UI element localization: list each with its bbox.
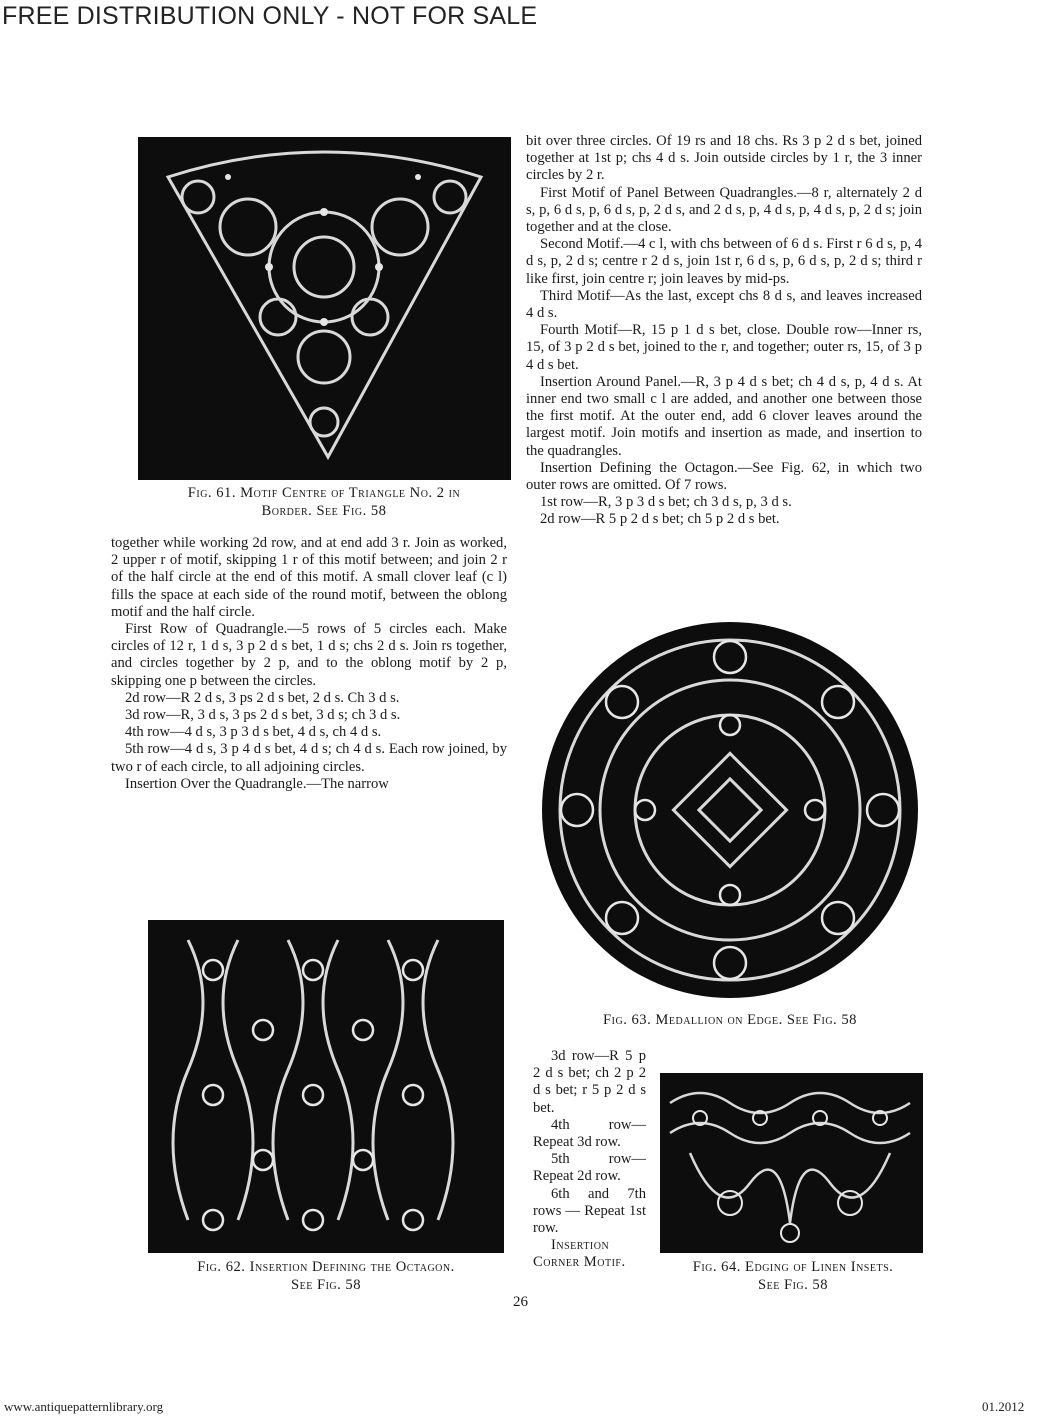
figure-64-image: [660, 1073, 923, 1253]
figure-63-caption: [530, 1011, 930, 1029]
figure-64-caption: [652, 1258, 934, 1294]
figure-62-caption-line-2: See Fig. 58: [290, 1277, 362, 1293]
right-paragraph: Insertion Around Panel.—R, 3 p 4 d s bet; ch 4 d s, p, 4 d s. At inner end two small c l are added, and another one between those the first motif. At the outer end, add 6 clover leaves around the largest motif. Join motifs and insertion as made, and insertion to the quadrangles.: [526, 373, 922, 459]
left-paragraph: 2d row—R 2 d s, 3 ps 2 d s bet, 2 d s. Ch 3 d s.: [125, 689, 400, 706]
right-paragraph: Third Motif—As the last, except chs 8 d s, and leaves increased 4 d s.: [526, 287, 922, 322]
figure-64-caption-line-2: See Fig. 58: [757, 1277, 829, 1293]
footer-date: 01.2012: [982, 1399, 1025, 1414]
figure-63-caption-line: Fig. 63. Medallion on Edge. See Fig. 58: [603, 1012, 857, 1028]
figure-62-caption: [130, 1258, 522, 1294]
figure-61-caption-line-2: Border. See Fig. 58: [261, 503, 387, 519]
narrow-paragraph: Insertion Corner Motif.: [533, 1237, 626, 1271]
tatting-insertion-illustration: [148, 920, 504, 1253]
page-number: 26: [513, 1294, 528, 1310]
left-paragraph: 3d row—R, 3 d s, 3 ps 2 d s bet, 3 d s; ch 3 d s.: [125, 707, 401, 724]
right-paragraph: Second Motif.—4 c l, with chs between of 6 d s. First r 6 d s, p, 4 d s, p, 2 d s; centre r 2 d s, join 1st r, 6 d s, p, 6 d s, p, 2 d s; third r like first, join centre r; join leaves by mid-ps.: [526, 236, 922, 287]
figure-63-image: [533, 617, 928, 1002]
left-paragraph: together while working 2d row, and at end add 3 r. Join as worked, 2 upper r of motif, skipping 1 r of this motif between; and join 2 r of the half circle at the end of this motif. A small clover leaf (c l) fills the space at each side of the round motif, between the oblong motif and the half circle.: [111, 535, 507, 620]
figure-61-image: [138, 137, 511, 480]
right-paragraph: bit over three circles. Of 19 rs and 18 chs. Rs 3 p 2 d s bet, joined together at 1st p; chs 4 d s. Join outside circles by 1 r, the 3 inner circles by 2 r.: [526, 133, 922, 184]
right-paragraph: 1st row—R, 3 p 3 d s bet; ch 3 d s, p, 3 d s.: [540, 494, 792, 511]
narrow-paragraph: 4th row—Repeat 3d row.: [533, 1116, 646, 1151]
tatting-triangle-motif-illustration: [138, 137, 511, 480]
figure-62-image: [148, 920, 504, 1253]
left-column-text: [111, 535, 507, 793]
footer-website-link[interactable]: www.antiquepatternlibrary.org: [4, 1399, 164, 1414]
narrow-paragraph: 6th and 7th rows — Repeat 1st row.: [533, 1185, 646, 1237]
figure-61-caption: [128, 484, 520, 520]
left-paragraph: 5th row—4 d s, 3 p 4 d s bet, 4 d s; ch 4 d s. Each row joined, by two r of each circle, to all adjoining circles.: [111, 741, 507, 775]
narrow-paragraph: 5th row—Repeat 2d row.: [533, 1151, 646, 1185]
narrow-paragraph: 3d row—R 5 p 2 d s bet; ch 2 p 2 d s bet; r 5 p 2 d s bet.: [533, 1048, 646, 1116]
narrow-column-text: [533, 1048, 646, 1272]
right-paragraph: Insertion Defining the Octagon.—See Fig. 62, in which two outer rows are omitted. Of 7 rows.: [526, 459, 922, 494]
tatting-edging-illustration: [660, 1073, 923, 1253]
right-paragraph: First Motif of Panel Between Quadrangles.—8 r, alternately 2 d s, p, 6 d s, p, 6 d s, p, 2 d s, and 2 d s, p, 4 d s, p, 4 d s, p, 2 d s; join together and at the close.: [526, 184, 922, 236]
figure-62-caption-line-1: Fig. 62. Insertion Defining the Octagon.: [197, 1259, 455, 1275]
distribution-banner: FREE DISTRIBUTION ONLY - NOT FOR SALE: [2, 2, 538, 30]
left-paragraph: First Row of Quadrangle.—5 rows of 5 circles each. Make circles of 12 r, 1 d s, 3 p 2 d s bet, 1 d s; chs 2 d s. Join rs together, and circles together by 2 p, and to the oblong motif by 2 p, skipping one p between the circles.: [111, 621, 507, 689]
right-paragraph: 2d row—R 5 p 2 d s bet; ch 5 p 2 d s bet.: [540, 511, 780, 528]
left-paragraph: 4th row—4 d s, 3 p 3 d s bet, 4 d s, ch 4 d s.: [125, 724, 382, 741]
figure-64-caption-line-1: Fig. 64. Edging of Linen Insets.: [692, 1259, 894, 1275]
left-paragraph: Insertion Over the Quadrangle.—The narrow: [125, 775, 389, 792]
figure-61-caption-line-1: Fig. 61. Motif Centre of Triangle No. 2 in: [187, 485, 461, 501]
right-column-text: [526, 133, 922, 529]
right-paragraph: Fourth Motif—R, 15 p 1 d s bet, close. Double row—Inner rs, 15, of 3 p 2 d s bet, joined to the r, and together; outer rs, 15, of 3 p 4 d s bet.: [526, 322, 922, 373]
tatting-medallion-illustration: [533, 617, 928, 1002]
